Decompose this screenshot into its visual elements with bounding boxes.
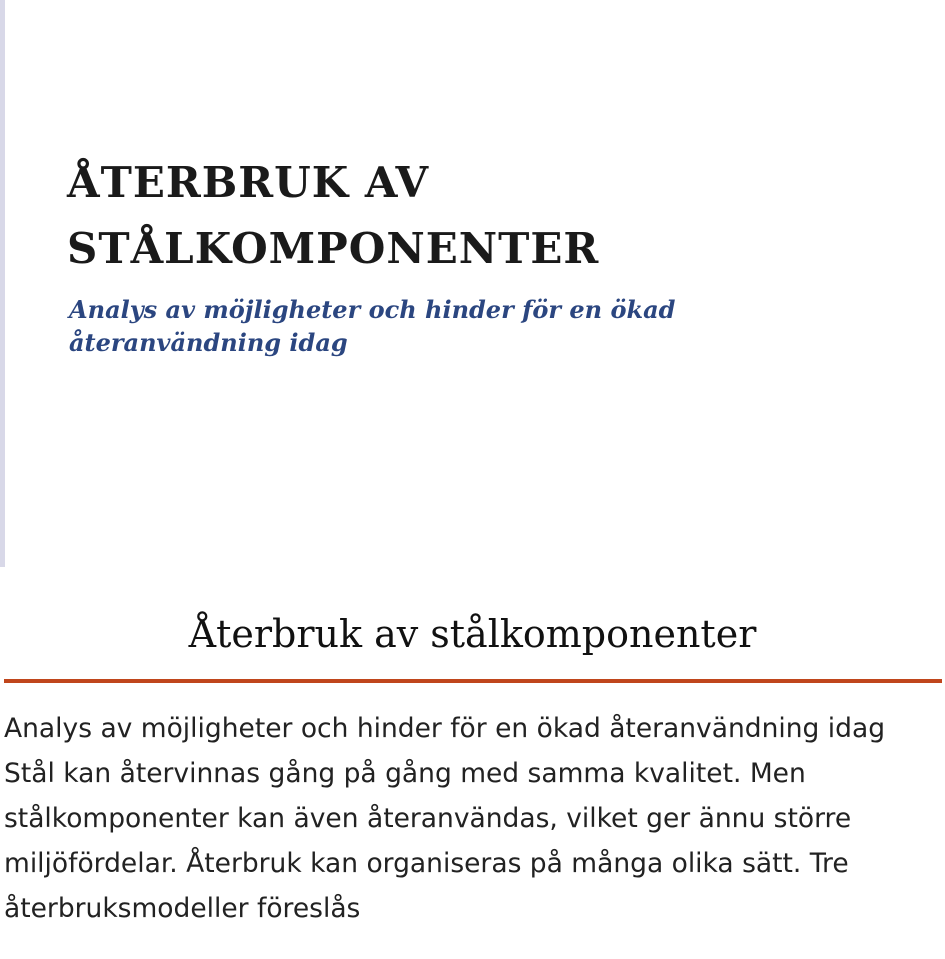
- cover-subtitle: Analys av möjligheter och hinder för en ökad återanvändning idag: [69, 295, 676, 357]
- article-summary: Analys av möjligheter och hinder för en ökad återanvändning idag Stål kan återvinnas gång på gång med samma kvalitet. Men stålkomponenter kan även återanvändas, vilket ger ännu större miljöfördelar. Återbruk kan organiseras på många olika sätt. Tre återbruksmodeller föreslås: [4, 713, 886, 924]
- title-divider: [4, 679, 942, 683]
- cover-title: ÅTERBRUK AV STÅLKOMPONENTER: [67, 158, 600, 273]
- article-title[interactable]: Återbruk av stålkomponenter: [188, 612, 757, 656]
